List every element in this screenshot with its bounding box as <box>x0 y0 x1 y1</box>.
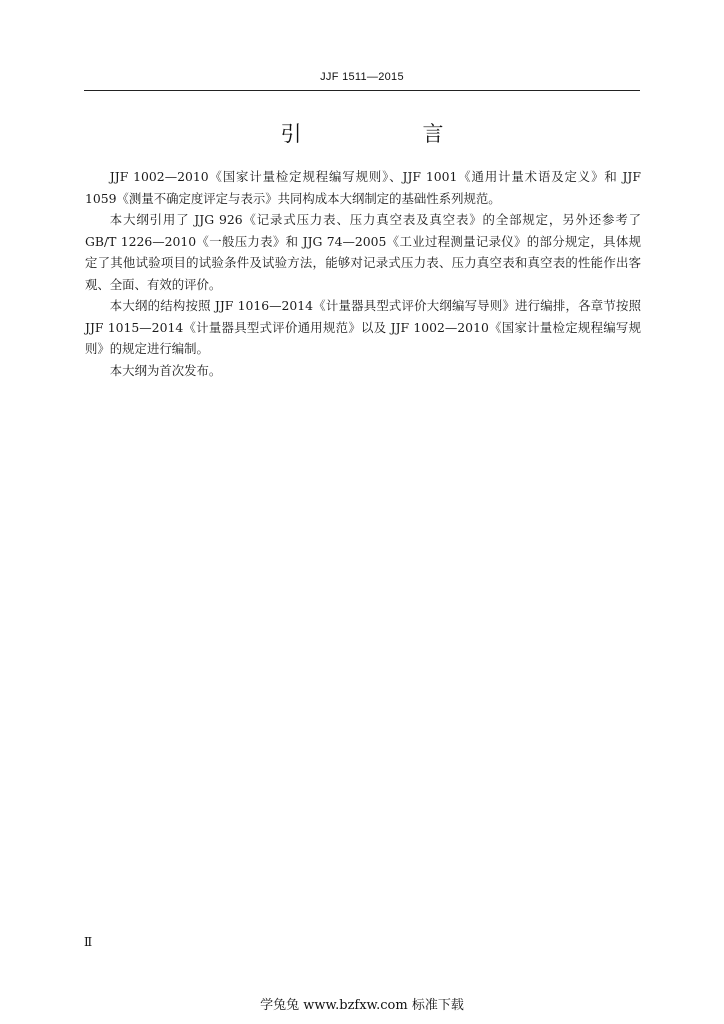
paragraph-3: 本大纲的结构按照 JJF 1016—2014《计量器具型式评价大纲编写导则》进行编排，各章节按照 JJF 1015—2014《计量器具型式评价通用规范》以及 JJF 1002—2010《国家计量检定规程编写规则》的规定进行编制。 <box>85 298 641 356</box>
standard-code-header: JJF 1511—2015 <box>320 71 404 83</box>
paragraph-4: 本大纲为首次发布。 <box>109 362 222 378</box>
paragraph-2: 本大纲引用了 JJG 926《记录式压力表、压力真空表及真空表》的全部规定，另外还参考了 GB/T 1226—2010《一般压力表》和 JJG 74—2005《工业过程测量记录仪》的部分规定，具体规定了其他试验项目的试验条件及试验方法，能够对记录式压力表、压力真空表和真空表的性能作出客观、全面、有效的评价。 <box>85 212 641 292</box>
footer-watermark: 学兔兔 www.bzfxw.com 标准下载 <box>260 998 464 1013</box>
paragraph-1: JJF 1002—2010《国家计量检定规程编写规则》、JJF 1001《通用计量术语及定义》和 JJF 1059《测量不确定度评定与表示》共同构成本大纲制定的基础性系列规范。 <box>85 169 641 206</box>
page-title: 引 言 <box>280 122 494 146</box>
page-number: Ⅱ <box>84 935 93 949</box>
foreword-body <box>85 166 641 381</box>
header-divider <box>84 90 640 91</box>
